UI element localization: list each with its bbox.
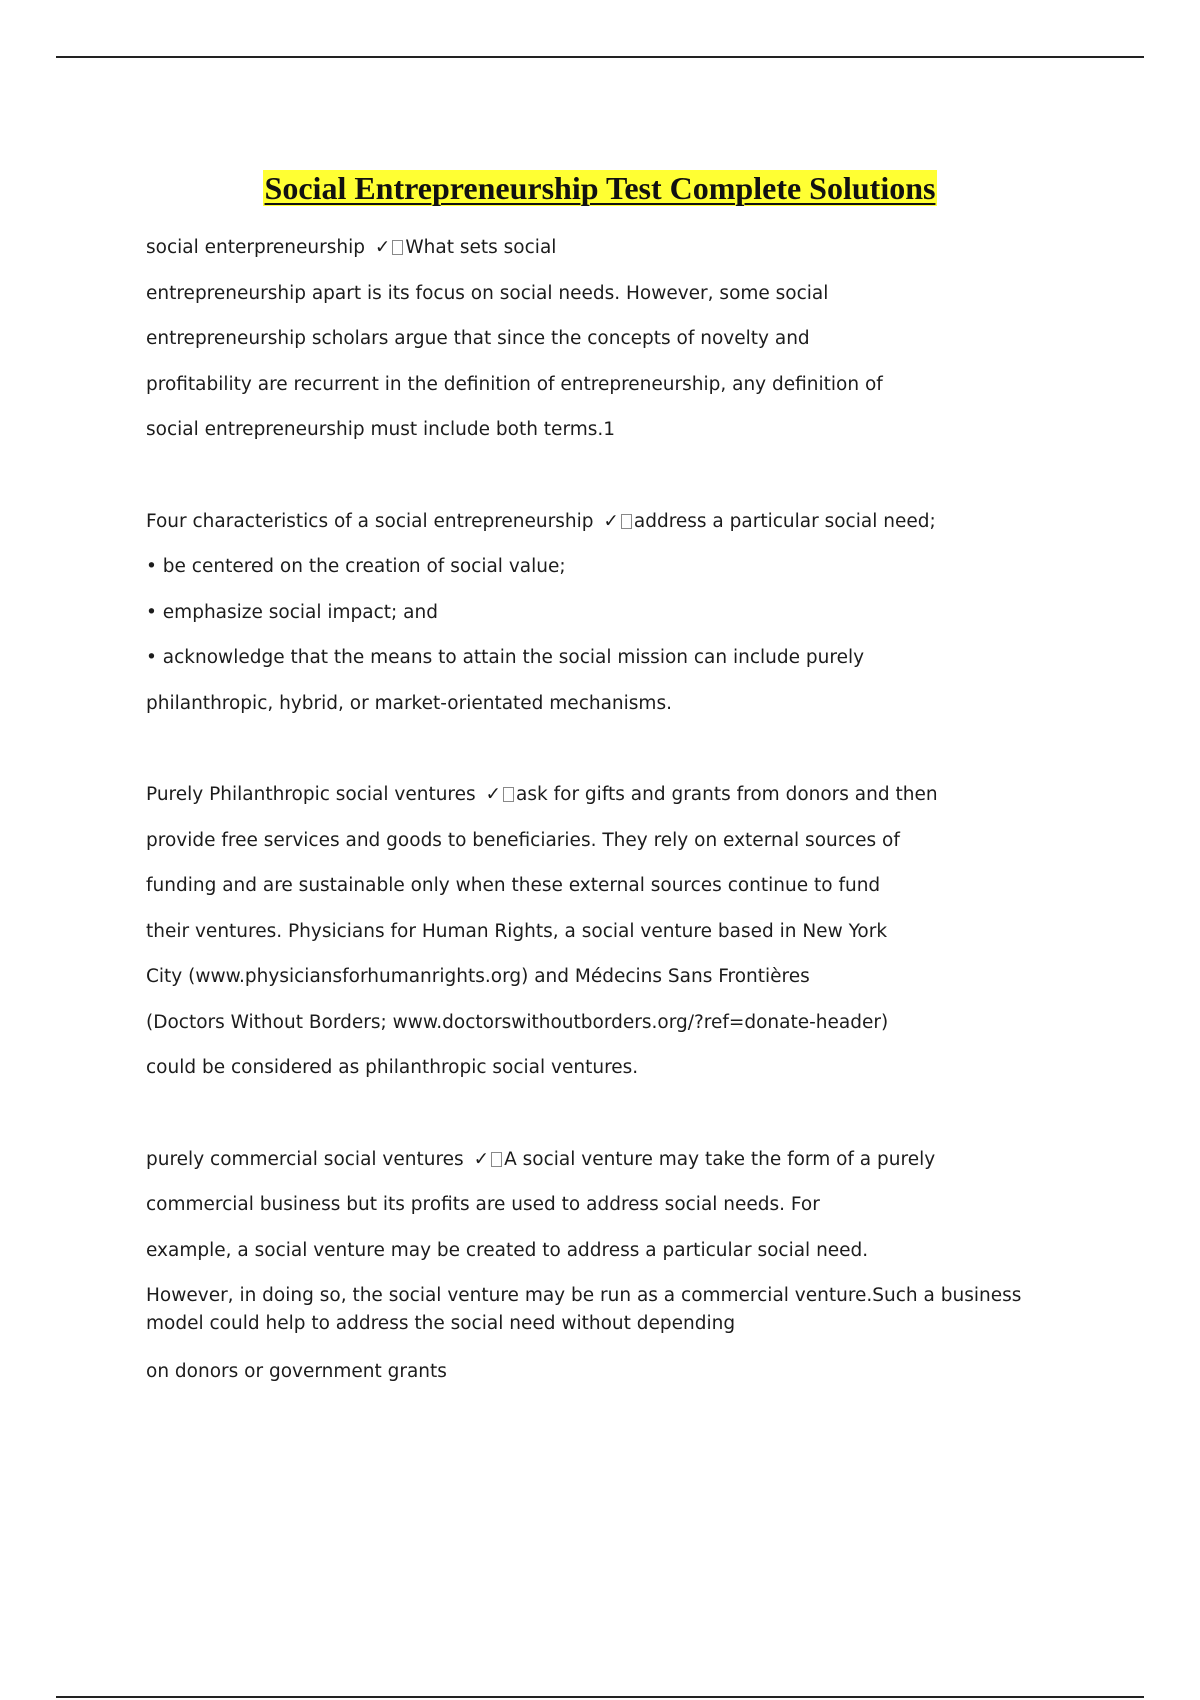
answer-line: social entrepreneurship must include both terms.1	[146, 419, 616, 440]
answer-line: commercial business but its profits are used to address social needs. For	[146, 1194, 820, 1215]
answer-line: (Doctors Without Borders; www.doctorswithoutborders.org/?ref=donate-header)	[146, 1011, 889, 1033]
answer-start: What sets social	[405, 237, 557, 258]
term: Four characteristics of a social entrepreneurship	[146, 510, 594, 532]
qa-entry-purely-philanthropic	[146, 775, 1076, 1094]
missing-glyph-box-icon	[392, 240, 403, 255]
answer-line: could be considered as philanthropic social ventures.	[146, 1057, 639, 1078]
qa-entry-social-enterpreneurship	[146, 228, 1076, 456]
answer-line-wrapped: However, in doing so, the social venture may be run as a commercial venture.Such a business model could help to address the social need without depending	[146, 1285, 1022, 1334]
term: social enterpreneurship	[146, 237, 365, 258]
term: purely commercial social ventures	[146, 1148, 464, 1170]
document-body	[146, 228, 1076, 1398]
answer-line: entrepreneurship scholars argue that since the concepts of novelty and	[146, 328, 810, 349]
check-icon: ✓	[603, 510, 619, 532]
qa-entry-four-characteristics	[146, 502, 1076, 730]
question-line	[146, 775, 1076, 821]
answer-start: address a particular social need;	[633, 510, 936, 532]
answer-line: example, a social venture may be created to address a particular social need.	[146, 1239, 869, 1261]
question-line	[146, 1140, 1076, 1186]
answer-line: their ventures. Physicians for Human Rights, a social venture based in New York	[146, 920, 888, 942]
check-icon: ✓	[374, 237, 391, 258]
answer-line: City (www.physiciansforhumanrights.org) and Médecins Sans Frontières	[146, 966, 810, 987]
bottom-rule	[56, 1696, 1144, 1698]
answer-line: provide free services and goods to beneficiaries. They rely on external sources of	[146, 829, 900, 851]
missing-glyph-box-icon	[491, 1152, 502, 1167]
answer-line: entrepreneurship apart is its focus on social needs. However, some social	[146, 282, 829, 304]
answer-line: • be centered on the creation of social value;	[146, 556, 566, 577]
answer-start: ask for gifts and grants from donors and then	[516, 784, 938, 805]
answer-line: philanthropic, hybrid, or market-orientated mechanisms.	[146, 692, 672, 714]
top-rule	[56, 56, 1144, 58]
answer-start: A social venture may take the form of a purely	[504, 1148, 936, 1170]
answer-line: • emphasize social impact; and	[146, 601, 438, 623]
question-line	[146, 228, 1076, 274]
qa-entry-purely-commercial	[146, 1140, 1076, 1398]
check-icon: ✓	[485, 784, 502, 805]
title-container	[0, 168, 1200, 208]
answer-line: funding and are sustainable only when these external sources continue to fund	[146, 875, 881, 896]
answer-line: on donors or government grants	[146, 1361, 447, 1382]
missing-glyph-box-icon	[621, 514, 632, 529]
answer-line: • acknowledge that the means to attain the social mission can include purely	[146, 647, 865, 668]
check-icon: ✓	[473, 1148, 490, 1170]
question-line	[146, 502, 1076, 548]
missing-glyph-box-icon	[503, 787, 514, 802]
term: Purely Philanthropic social ventures	[146, 784, 476, 805]
document-title: Social Entrepreneurship Test Complete Solutions	[264, 170, 936, 206]
answer-line: profitability are recurrent in the definition of entrepreneurship, any definition of	[146, 373, 883, 395]
